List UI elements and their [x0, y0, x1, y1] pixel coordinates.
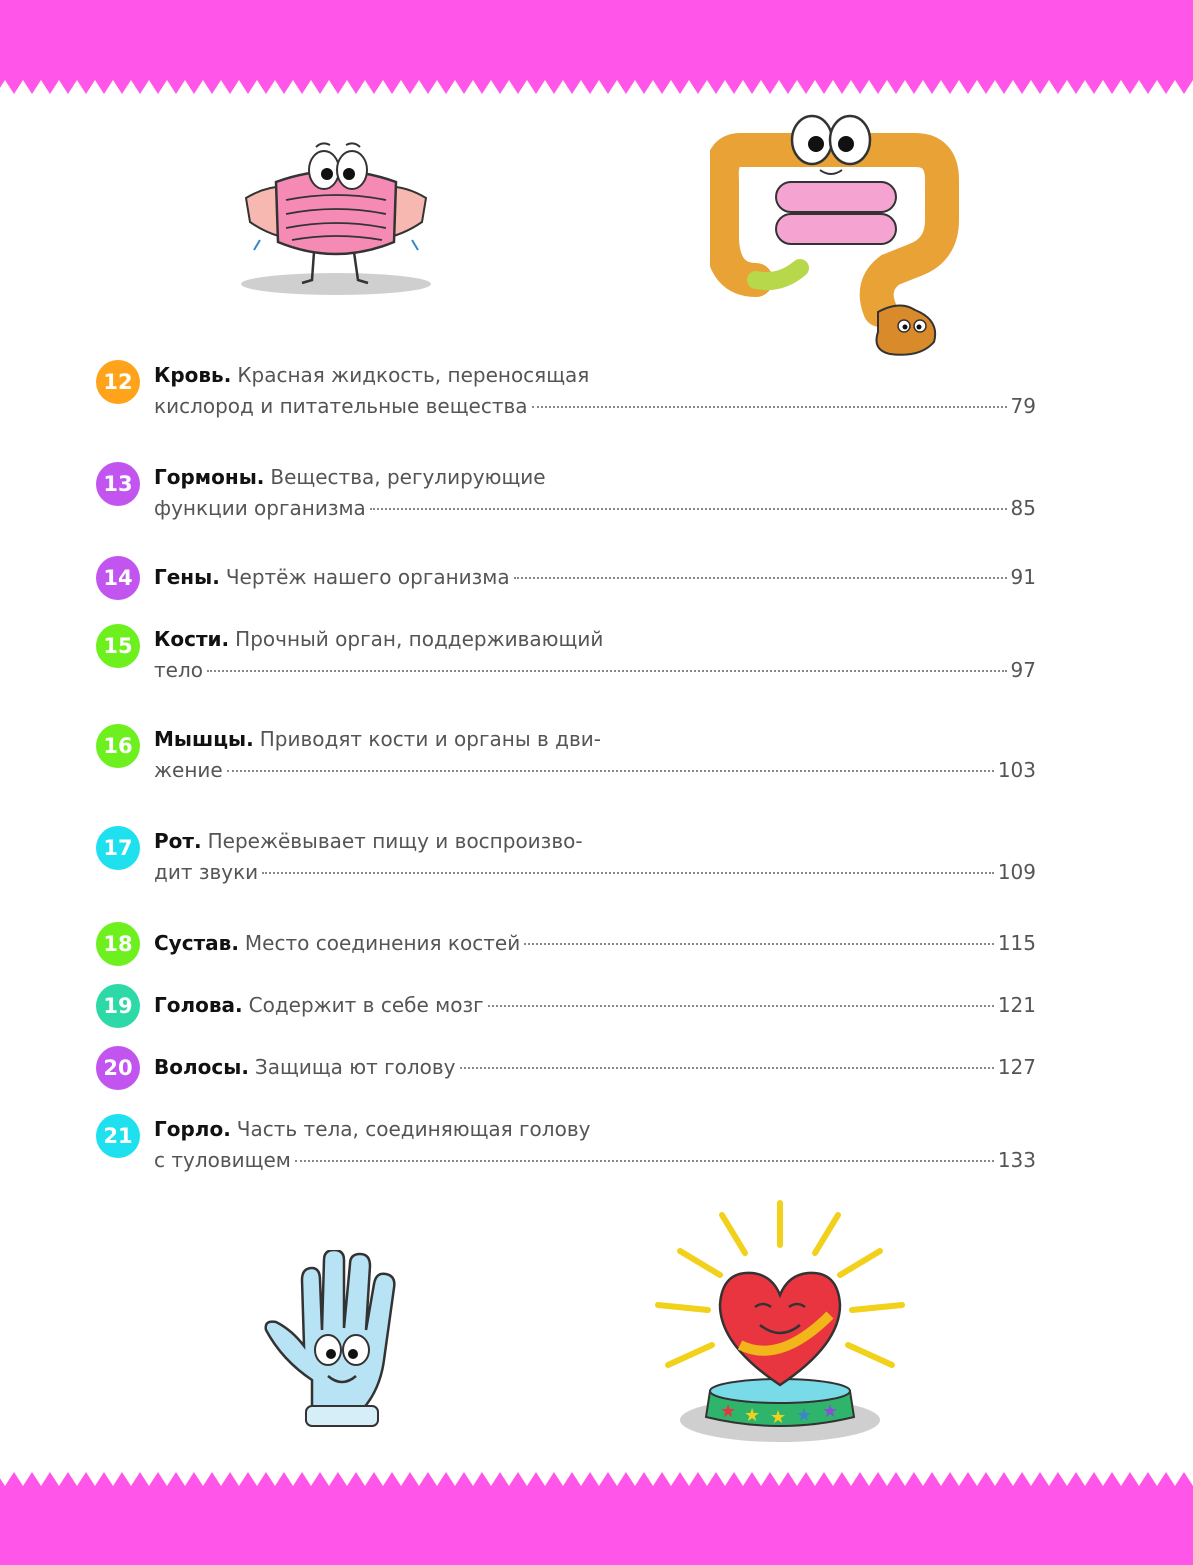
- chapter-title: Кости.: [154, 627, 230, 651]
- page-number: 121: [997, 993, 1036, 1017]
- page-number: 133: [997, 1148, 1036, 1172]
- svg-text:★: ★: [744, 1405, 761, 1426]
- chapter-description-continued: функции организма: [154, 496, 366, 520]
- toc-line: [154, 360, 1036, 390]
- chapter-number-badge: 19: [96, 984, 140, 1028]
- heart-trophy-character-illustration: [640, 1195, 920, 1455]
- chapter-description: Защища ют голову: [254, 1055, 456, 1079]
- page-number: 115: [997, 931, 1036, 955]
- page-number: 79: [1010, 394, 1036, 418]
- chapter-title: Сустав.: [154, 931, 239, 955]
- dot-leader: [488, 1005, 994, 1007]
- chapter-title: Голова.: [154, 993, 243, 1017]
- chapter-description: Красная жидкость, переносящая: [237, 363, 590, 387]
- page-number: 127: [997, 1055, 1036, 1079]
- toc-entry[interactable]: [96, 624, 1036, 688]
- toc-entry[interactable]: [96, 1052, 1036, 1086]
- dot-leader: [514, 577, 1007, 579]
- toc-entry[interactable]: [96, 1114, 1036, 1178]
- dot-leader: [262, 872, 994, 874]
- chapter-title: Мышцы.: [154, 727, 254, 751]
- chapter-number-badge: 12: [96, 360, 140, 404]
- toc-entry[interactable]: [96, 990, 1036, 1024]
- chapter-number-badge: 20: [96, 1046, 140, 1090]
- toc-line: [154, 724, 1036, 754]
- chapter-number-badge: 16: [96, 724, 140, 768]
- chapter-number-badge: 18: [96, 922, 140, 966]
- chapter-title: Гены.: [154, 565, 220, 589]
- svg-text:★: ★: [822, 1401, 839, 1422]
- chapter-number-badge: 17: [96, 826, 140, 870]
- dot-leader: [227, 770, 994, 772]
- chapter-description-continued: с туловищем: [154, 1148, 291, 1172]
- chapter-description: Вещества, регулирующие: [270, 465, 546, 489]
- chapter-title: Горло.: [154, 1117, 231, 1141]
- page-number: 91: [1010, 565, 1036, 589]
- chapter-number-badge: 13: [96, 462, 140, 506]
- chapter-description: Приводят кости и органы в дви-: [259, 727, 601, 751]
- dot-leader: [207, 670, 1007, 672]
- dot-leader: [532, 406, 1007, 408]
- svg-text:★: ★: [770, 1407, 787, 1428]
- chapter-description: Пережёвывает пищу и воспроизво-: [207, 829, 583, 853]
- chapter-title: Кровь.: [154, 363, 232, 387]
- toc-entry[interactable]: [96, 724, 1036, 788]
- toc-entry[interactable]: [96, 562, 1036, 596]
- toc-entry[interactable]: [96, 360, 1036, 424]
- toc-line: [154, 655, 1036, 685]
- toc-line: [154, 755, 1036, 785]
- page-number: 97: [1010, 658, 1036, 682]
- dot-leader: [295, 1160, 994, 1162]
- toc-entry[interactable]: [96, 462, 1036, 526]
- toc-line: [154, 493, 1036, 523]
- page-number: 103: [997, 758, 1036, 782]
- toc-line: [154, 857, 1036, 887]
- chapter-description-continued: кислород и питательные вещества: [154, 394, 528, 418]
- svg-text:★: ★: [796, 1405, 813, 1426]
- chapter-description-continued: тело: [154, 658, 203, 682]
- toc-line: [154, 1114, 1036, 1144]
- chapter-description: Чертёж нашего организма: [225, 565, 510, 589]
- page-number: 85: [1010, 496, 1036, 520]
- mask-character-illustration: [236, 130, 436, 300]
- toc-line: [154, 562, 1036, 592]
- dot-leader: [370, 508, 1007, 510]
- chapter-description: Содержит в себе мозг: [248, 993, 484, 1017]
- toc-entry[interactable]: [96, 826, 1036, 890]
- chapter-description-continued: жение: [154, 758, 223, 782]
- page-number: 109: [997, 860, 1036, 884]
- intestine-character-illustration: [710, 110, 970, 365]
- chapter-description: Место соединения костей: [244, 931, 521, 955]
- chapter-number-badge: 15: [96, 624, 140, 668]
- chapter-title: Волосы.: [154, 1055, 249, 1079]
- chapter-description: Прочный орган, поддерживающий: [235, 627, 604, 651]
- svg-text:★: ★: [720, 1401, 737, 1422]
- chapter-number-badge: 21: [96, 1114, 140, 1158]
- glove-character-illustration: [262, 1250, 422, 1430]
- toc-line: [154, 624, 1036, 654]
- toc-line: [154, 990, 1036, 1020]
- chapter-number-badge: 14: [96, 556, 140, 600]
- toc-line: [154, 928, 1036, 958]
- toc-entry[interactable]: [96, 928, 1036, 962]
- bottom-decorative-band: [0, 1470, 1193, 1565]
- toc-line: [154, 1145, 1036, 1175]
- chapter-title: Рот.: [154, 829, 202, 853]
- toc-line: [154, 826, 1036, 856]
- chapter-description-continued: дит звуки: [154, 860, 259, 884]
- dot-leader: [460, 1067, 994, 1069]
- dot-leader: [524, 943, 994, 945]
- toc-line: [154, 462, 1036, 492]
- toc-line: [154, 391, 1036, 421]
- toc-line: [154, 1052, 1036, 1082]
- chapter-description: Часть тела, соединяющая голову: [236, 1117, 591, 1141]
- chapter-title: Гормоны.: [154, 465, 265, 489]
- top-decorative-band: [0, 0, 1193, 96]
